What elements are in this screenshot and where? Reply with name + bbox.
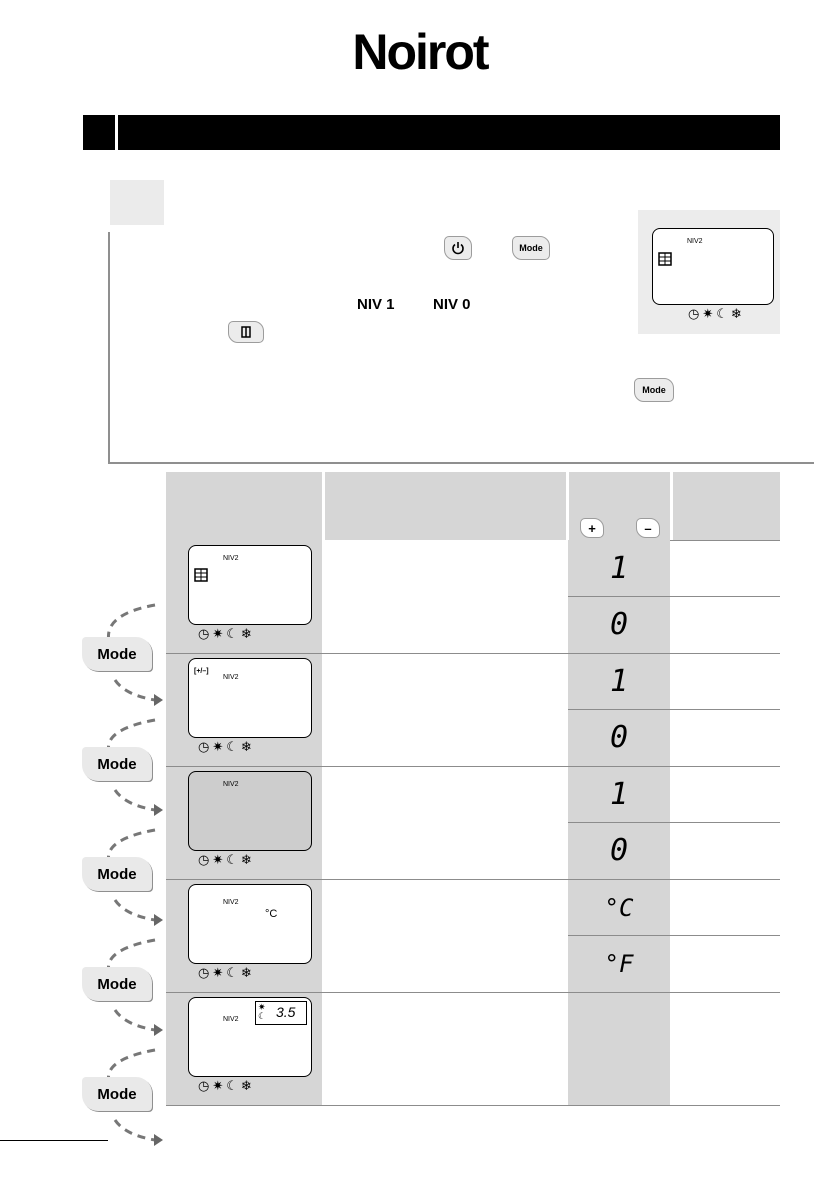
mode-tab-1[interactable]: Mode bbox=[82, 637, 152, 671]
row-line bbox=[166, 766, 780, 767]
lcd-row-4-icons bbox=[198, 965, 255, 981]
flow-arrow-head bbox=[154, 694, 163, 706]
row-line bbox=[166, 879, 780, 880]
section-header-divider bbox=[115, 115, 118, 150]
sun-icon: ✷ bbox=[212, 739, 227, 754]
value-row-4b: °F bbox=[604, 950, 634, 978]
clock-icon: ◷ bbox=[198, 739, 213, 754]
sub-row-line bbox=[568, 822, 780, 823]
instructions-frame-left bbox=[108, 232, 110, 464]
table-header bbox=[166, 472, 780, 540]
snowflake-icon: ❄ bbox=[240, 626, 255, 641]
lcd-row-5-icons bbox=[198, 1078, 255, 1094]
pilot-wire-icon bbox=[194, 568, 208, 587]
flow-arrow-head bbox=[154, 804, 163, 816]
moon-icon: ☾ bbox=[226, 739, 241, 754]
minus-button[interactable] bbox=[636, 518, 660, 538]
clock-icon: ◷ bbox=[198, 626, 213, 641]
lcd-setpoint-box bbox=[255, 1001, 307, 1025]
lcd-niv-label: NIV2 bbox=[223, 555, 239, 562]
row-line bbox=[670, 540, 780, 541]
mode-tab-5[interactable]: Mode bbox=[82, 1077, 152, 1111]
value-row-2a: 1 bbox=[609, 664, 629, 699]
pilot-wire-icon bbox=[241, 326, 251, 338]
snowflake-icon: ❄ bbox=[730, 306, 745, 321]
mode-tab-3[interactable]: Mode bbox=[82, 857, 152, 891]
value-row-3b: 0 bbox=[609, 833, 629, 868]
lcd-extra-label: [+/–] bbox=[194, 668, 209, 675]
row-line bbox=[166, 992, 780, 993]
snowflake-icon: ❄ bbox=[240, 852, 255, 867]
lcd-row-5 bbox=[188, 997, 312, 1077]
snowflake-icon: ❄ bbox=[240, 739, 255, 754]
lcd-niv-label: NIV2 bbox=[223, 781, 239, 788]
mode-button-2[interactable]: Mode bbox=[634, 378, 674, 402]
mode-tab-2[interactable]: Mode bbox=[82, 747, 152, 781]
clock-icon: ◷ bbox=[198, 1078, 213, 1093]
minus-symbol: – bbox=[644, 520, 652, 536]
value-row-2b: 0 bbox=[609, 720, 629, 755]
sub-row-line bbox=[568, 596, 780, 597]
preview-display-panel bbox=[638, 210, 780, 334]
power-button[interactable] bbox=[444, 236, 472, 260]
sun-icon: ✷ bbox=[702, 306, 717, 321]
lcd-unit-label: °C bbox=[265, 908, 278, 920]
col-divider-2 bbox=[566, 472, 569, 540]
lcd-row-2-icons bbox=[198, 739, 255, 755]
mode-tab-4[interactable]: Mode bbox=[82, 967, 152, 1001]
row-line bbox=[166, 1105, 780, 1106]
lcd-niv-label: NIV2 bbox=[223, 899, 239, 906]
preview-lcd bbox=[652, 228, 774, 305]
snowflake-icon: ❄ bbox=[240, 965, 255, 980]
clock-icon: ◷ bbox=[198, 852, 213, 867]
flow-arrow-head bbox=[154, 1024, 163, 1036]
power-icon bbox=[451, 241, 465, 255]
flow-arrow-head bbox=[154, 914, 163, 926]
lcd-setpoint-value: 3.5 bbox=[276, 1004, 296, 1020]
sub-row-line bbox=[568, 935, 780, 936]
snowflake-icon: ❄ bbox=[240, 1078, 255, 1093]
value-row-1a: 1 bbox=[609, 551, 629, 586]
value-row-3a: 1 bbox=[609, 777, 629, 812]
lcd-niv-label: NIV2 bbox=[223, 1016, 239, 1023]
niv-one-label: NIV 1 bbox=[357, 296, 395, 313]
lcd-row-1-icons bbox=[198, 626, 255, 642]
sun-moon-icon: ✷ ☾ bbox=[258, 1002, 267, 1021]
lcd-row-2 bbox=[188, 658, 312, 738]
sun-icon: ✷ bbox=[212, 626, 227, 641]
preview-niv-label: NIV2 bbox=[687, 238, 703, 245]
lcd-niv-label: NIV2 bbox=[223, 674, 239, 681]
sub-row-line bbox=[568, 709, 780, 710]
row-line bbox=[166, 653, 780, 654]
section-header-bar bbox=[83, 115, 780, 150]
sun-icon: ✷ bbox=[212, 1078, 227, 1093]
brand-logo: Noirot bbox=[352, 24, 488, 80]
preview-mode-icons bbox=[688, 306, 745, 322]
moon-icon: ☾ bbox=[226, 1078, 241, 1093]
plus-button[interactable] bbox=[580, 518, 604, 538]
lcd-row-4 bbox=[188, 884, 312, 964]
flow-arrow-head bbox=[154, 1134, 163, 1146]
lcd-row-3-icons bbox=[198, 852, 255, 868]
mode-button[interactable]: Mode bbox=[512, 236, 550, 260]
lcd-row-3 bbox=[188, 771, 312, 851]
moon-icon: ☾ bbox=[226, 626, 241, 641]
niv-zero-label: NIV 0 bbox=[433, 296, 471, 313]
pilot-wire-button[interactable] bbox=[228, 321, 264, 343]
footer-rule bbox=[0, 1140, 108, 1141]
sun-icon: ✷ bbox=[212, 965, 227, 980]
plus-symbol: + bbox=[588, 520, 596, 536]
value-row-4a: °C bbox=[604, 894, 634, 922]
value-row-1b: 0 bbox=[609, 607, 629, 642]
clock-icon: ◷ bbox=[688, 306, 703, 321]
moon-icon: ☾ bbox=[716, 306, 731, 321]
lcd-row-1 bbox=[188, 545, 312, 625]
step-number-box bbox=[110, 180, 164, 225]
pilot-wire-icon bbox=[658, 252, 672, 271]
instructions-frame-bottom bbox=[108, 462, 814, 464]
sun-icon: ✷ bbox=[212, 852, 227, 867]
col-divider-3 bbox=[670, 472, 673, 540]
clock-icon: ◷ bbox=[198, 965, 213, 980]
moon-icon: ☾ bbox=[226, 965, 241, 980]
col-divider-1 bbox=[322, 472, 325, 540]
moon-icon: ☾ bbox=[226, 852, 241, 867]
